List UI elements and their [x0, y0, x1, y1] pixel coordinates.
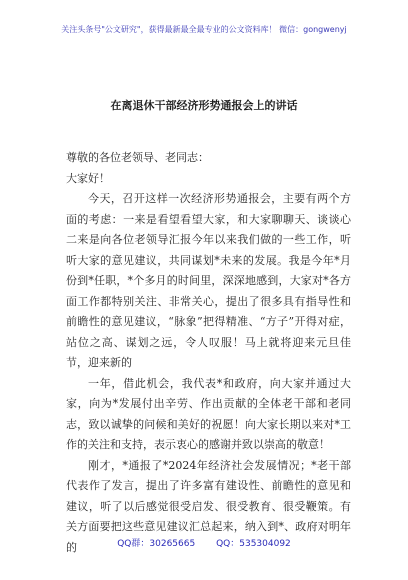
header-banner: 关注头条号"公文研究"，获得最新最全最专业的公文资料库！ 微信：gongwenyj — [61, 25, 347, 34]
body-paragraph-2: 一年，借此机会，我代表*和政府，向大家并通过大家，向为*发展付出辛劳、作出贡献的全体老干部和老同志，致以诚挚的问候和美好的祝愿！向大家长期以来对*工作的关注和支持，表示衷心的感谢并致以崇高的敬意！ — [66, 376, 351, 451]
qq-number: QQ：535304092 — [216, 539, 291, 549]
document-body — [66, 148, 351, 558]
qq-group-number: QQ群：30265665 — [117, 539, 196, 549]
footer-contact — [0, 536, 408, 549]
document-title: 在离退休干部经济形势通报会上的讲话 — [110, 99, 298, 112]
salutation: 尊敬的各位老领导、老同志： — [66, 151, 209, 164]
greeting: 大家好！ — [66, 171, 110, 185]
body-paragraph-1: 今天，召开这样一次经济形势通报会，主要有两个方面的考虑：一来是看望看望大家，和大家聊聊天、谈谈心二来是向各位老领导汇报今年以来我们做的一些工作，听听大家的意见建议，共同谋划*未来的发展。我是今年*月份到*任职，*个多月的时间里，深深地感到，大家对*各方面工作都特别关注、非常关心，提出了很多具有指导性和前瞻性的意见建议，“脉象”把得精准、“方子”开得对症，站位之高、谋划之远，令人叹服！马上就将迎来元旦佳节，迎来新的 — [66, 192, 351, 369]
body-paragraph-3: 刚才，*通报了*2024年经济社会发展情况；*老干部代表作了发言，提出了许多富有建设性、前瞻性的意见和建议，听了以后感觉很受启发、很受教育、很受鞭策。有关方面要把这些意见建议汇总起来，纳入到*、政府对明年的 — [66, 458, 351, 554]
